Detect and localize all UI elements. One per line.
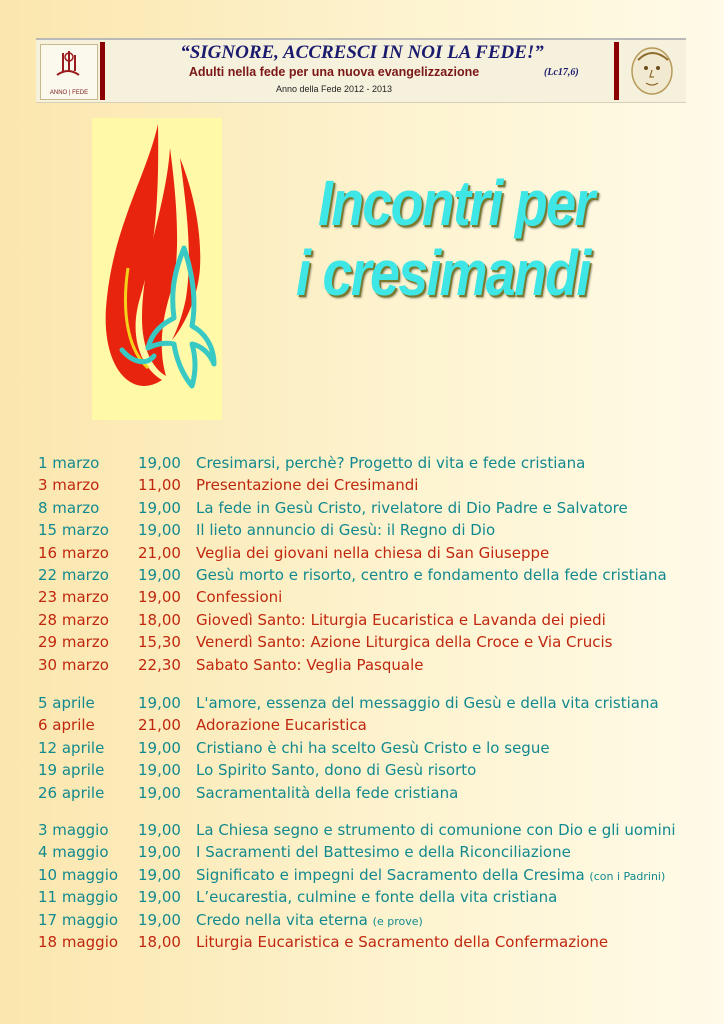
event-description — [196, 737, 550, 759]
event-time: 19,00 — [138, 738, 181, 757]
schedule-row — [38, 452, 698, 474]
schedule-row — [38, 841, 698, 863]
event-description — [196, 609, 606, 631]
title-line-2: i cresimandi — [296, 237, 590, 309]
schedule-row — [38, 886, 698, 908]
event-description — [196, 864, 665, 888]
event-time: 18,00 — [138, 932, 181, 951]
event-time: 19,00 — [138, 821, 181, 839]
event-time: 19,00 — [138, 694, 181, 712]
event-description-text: Lo Spirito Santo, dono di Gesù risorto — [196, 761, 477, 780]
event-date: 8 marzo — [38, 498, 100, 517]
event-date: 18 maggio — [38, 932, 119, 951]
event-description-text: Confessioni — [196, 588, 283, 607]
page-title — [296, 168, 696, 308]
schedule-block-marzo — [38, 452, 698, 676]
event-time: 19,00 — [138, 588, 181, 607]
banner-divider — [614, 42, 619, 100]
event-description-text: Presentazione dei Cresimandi — [196, 476, 419, 495]
event-description-text: I Sacramenti del Battesimo e della Riconciliazione — [196, 843, 571, 862]
event-description — [196, 909, 423, 933]
logo-left-text: ANNO | FEDE — [49, 90, 89, 96]
schedule-row — [38, 864, 698, 886]
schedule-row — [38, 586, 698, 608]
schedule-row — [38, 519, 698, 541]
flame-dove-illustration — [92, 118, 222, 420]
event-description — [196, 931, 608, 953]
schedule-row — [38, 564, 698, 586]
event-date: 3 maggio — [38, 821, 109, 839]
event-description-text: Veglia dei giovani nella chiesa di San Giuseppe — [196, 543, 550, 562]
event-date: 6 aprile — [38, 716, 95, 735]
event-date: 28 marzo — [38, 610, 109, 629]
event-date: 3 marzo — [38, 476, 100, 495]
event-time: 19,00 — [138, 888, 181, 907]
event-description-text: L'amore, essenza del messaggio di Gesù e della vita cristiana — [196, 694, 659, 712]
schedule-row — [38, 692, 698, 714]
event-description-text: Gesù morto e risorto, centro e fondamento della fede cristiana — [196, 565, 667, 584]
event-time: 19,00 — [138, 521, 181, 540]
event-description — [196, 819, 676, 841]
schedule-row — [38, 782, 698, 804]
banner-divider — [100, 42, 105, 100]
event-date: 26 aprile — [38, 783, 105, 802]
event-time: 21,00 — [138, 543, 181, 562]
banner-title: “SIGNORE, ACCRESCI IN NOI LA FEDE!” — [180, 42, 544, 63]
event-description-text: Sabato Santo: Veglia Pasquale — [196, 655, 424, 674]
event-description-text: Adorazione Eucaristica — [196, 716, 367, 735]
event-description — [196, 692, 659, 714]
face-illustration-icon — [626, 44, 680, 98]
event-date: 30 marzo — [38, 655, 109, 674]
schedule-row — [38, 909, 698, 931]
event-description-text: La fede in Gesù Cristo, rivelatore di Dio Padre e Salvatore — [196, 498, 628, 517]
event-note: (e prove) — [372, 914, 423, 928]
event-description — [196, 714, 367, 736]
event-date: 19 aprile — [38, 761, 105, 780]
anno-della-fede-logo-icon — [40, 44, 98, 100]
event-date: 29 marzo — [38, 633, 109, 652]
event-description-text: Cresimarsi, perchè? Progetto di vita e fede cristiana — [196, 454, 586, 472]
event-time: 19,00 — [138, 761, 181, 780]
event-date: 17 maggio — [38, 910, 119, 929]
event-note: (con i Padrini) — [589, 869, 666, 883]
schedule-row — [38, 631, 698, 653]
event-date: 5 aprile — [38, 694, 95, 712]
event-time: 19,00 — [138, 843, 181, 862]
event-date: 23 marzo — [38, 588, 109, 607]
event-time: 19,00 — [138, 498, 181, 517]
event-description-text: Giovedì Santo: Liturgia Eucaristica e Lavanda dei piedi — [196, 610, 606, 629]
event-description-text: La Chiesa segno e strumento di comunione con Dio e gli uomini — [196, 821, 676, 839]
header-banner — [36, 38, 686, 103]
event-description — [196, 497, 628, 519]
event-date: 12 aprile — [38, 738, 105, 757]
event-description-text: Liturgia Eucaristica e Sacramento della Confermazione — [196, 932, 609, 951]
event-time: 19,00 — [138, 783, 181, 802]
event-description — [196, 542, 549, 564]
event-description-text: Credo nella vita eterna — [196, 910, 368, 929]
schedule-row — [38, 759, 698, 781]
event-description-text: Significato e impegni del Sacramento della Cresima — [196, 865, 585, 884]
event-time: 19,00 — [138, 565, 181, 584]
schedule-row — [38, 497, 698, 519]
event-date: 11 maggio — [38, 888, 119, 907]
event-time: 18,00 — [138, 610, 181, 629]
event-description-text: Cristiano è chi ha scelto Gesù Cristo e lo segue — [196, 738, 550, 757]
banner-year: Anno della Fede 2012 - 2013 — [275, 84, 393, 94]
event-description — [196, 841, 571, 863]
event-time: 19,00 — [138, 865, 181, 884]
event-description — [196, 654, 424, 676]
banner-subtitle: Adulti nella fede per una nuova evangelizzazione — [188, 65, 480, 79]
event-date: 1 marzo — [38, 454, 100, 472]
event-description-text: Sacramentalità della fede cristiana — [196, 783, 459, 802]
event-description-text: Venerdì Santo: Azione Liturgica della Croce e Via Crucis — [196, 633, 613, 652]
event-description — [196, 474, 418, 496]
event-description — [196, 452, 585, 474]
schedule-row — [38, 714, 698, 736]
event-description — [196, 759, 476, 781]
event-time: 21,00 — [138, 716, 181, 735]
event-date: 4 maggio — [38, 843, 109, 862]
schedule-row — [38, 542, 698, 564]
event-date: 10 maggio — [38, 865, 119, 884]
banner-reference: (Lc17,6) — [544, 67, 579, 78]
event-date: 16 marzo — [38, 543, 109, 562]
schedule-row — [38, 931, 698, 953]
event-time: 19,00 — [138, 910, 181, 929]
schedule-block-aprile — [38, 692, 698, 804]
event-description — [196, 519, 495, 541]
schedule-row — [38, 474, 698, 496]
event-description — [196, 886, 557, 908]
event-time: 15,30 — [138, 633, 181, 652]
event-date: 15 marzo — [38, 521, 109, 540]
event-description — [196, 782, 458, 804]
event-description — [196, 564, 667, 586]
event-description — [196, 586, 282, 608]
event-time: 19,00 — [138, 454, 181, 472]
event-description-text: Il lieto annuncio di Gesù: il Regno di Dio — [196, 521, 496, 540]
event-time: 11,00 — [138, 476, 181, 495]
title-line-1: Incontri per — [318, 167, 594, 239]
event-description-text: L’eucarestia, culmine e fonte della vita cristiana — [196, 888, 558, 907]
event-description — [196, 631, 612, 653]
schedule-row — [38, 737, 698, 759]
schedule-block-maggio — [38, 819, 698, 953]
schedule-row — [38, 609, 698, 631]
schedule-row — [38, 654, 698, 676]
event-time: 22,30 — [138, 655, 181, 674]
event-date: 22 marzo — [38, 565, 109, 584]
schedule-row — [38, 819, 698, 841]
